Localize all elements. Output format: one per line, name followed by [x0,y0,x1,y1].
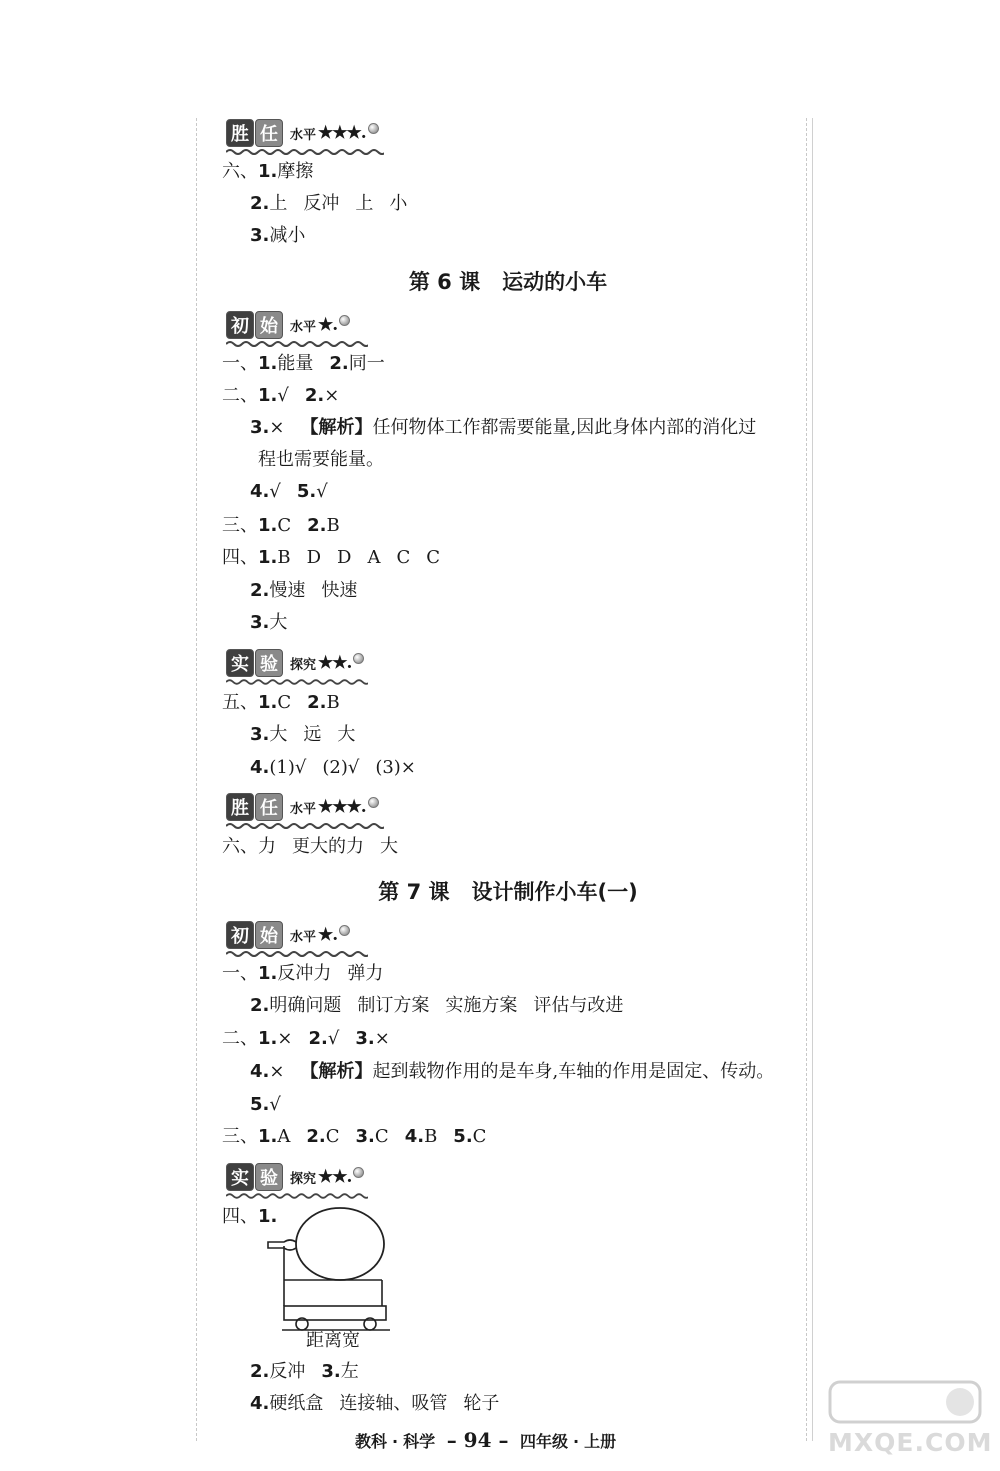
answer-text: √ [277,385,289,406]
ball-icon [353,1167,364,1178]
badge-stars: ★★★. [318,123,366,143]
question-number: 2. [308,1028,328,1049]
question-number: 4. [250,757,270,778]
answer-text: × [269,1061,285,1082]
question-number: 2. [250,193,270,214]
badge-shiyan [226,1160,364,1194]
question-number: 2. [307,515,327,536]
badge-char: 胜 [226,119,254,147]
wave-underline [226,340,368,348]
wave-underline [226,822,384,830]
badge-stars: ★★★. [318,797,366,817]
section-label: 一、 [222,353,258,374]
answer-text: 慢速 [269,580,306,601]
answer-text: 能量 [277,353,314,374]
answer-text: 反冲 [269,1361,306,1382]
answer-text: 明确问题 [269,995,342,1016]
badge-char: 实 [226,649,254,677]
answer-text: C [277,692,292,713]
badge-char: 始 [255,921,283,949]
answer-text: √ [316,481,328,502]
analysis-tag: 【解析】 [300,1061,373,1082]
badge-shiyan [226,646,364,680]
analysis-text: 程也需要能量。 [258,449,384,470]
answer-line [250,224,305,248]
badge-char: 初 [226,311,254,339]
answer-text: C [426,547,441,568]
answer-text: C [374,1126,389,1147]
question-number: 3. [250,612,270,633]
question-number: 4. [250,1393,270,1414]
answer-line [250,723,371,747]
answer-line [250,1392,515,1416]
answer-text: C [396,547,411,568]
section-label: 六、 [222,161,258,182]
badge-text: 水平 [290,127,317,143]
question-number: 3. [250,225,270,246]
section-label: 一、 [222,963,258,984]
answer-line [222,514,340,538]
analysis-text: 任何物体工作都需要能量,因此身体内部的消化过 [372,417,757,438]
answer-line [250,611,287,635]
question-number: 3. [250,417,270,438]
wave-underline [226,678,368,686]
question-number: 4. [250,1061,270,1082]
ball-icon [368,797,379,808]
answer-text: D [306,547,322,568]
answer-line [222,1027,390,1051]
answer-text: × [277,1028,293,1049]
badge-char: 验 [255,1163,283,1191]
lesson-heading [228,878,788,906]
question-number: 3. [250,724,270,745]
answer-text: (3)× [375,757,416,778]
lesson-number: 第 6 课 [408,270,481,294]
answer-line [250,1360,359,1384]
badge-chushi [226,308,350,342]
analysis-tag: 【解析】 [300,417,373,438]
answer-text: 实施方案 [445,995,518,1016]
question-number: 1. [258,353,278,374]
answer-line [250,756,432,780]
answer-text: × [269,417,285,438]
answer-text: 弹力 [347,963,384,984]
badge-text: 水平 [290,319,317,335]
footer-separator: · [392,1432,399,1451]
question-number: 3. [355,1126,375,1147]
answer-text: 同一 [348,353,385,374]
section-label: 六、 [222,836,258,857]
question-number: 1. [258,161,278,182]
badge-chushi [226,918,350,952]
answer-line [222,352,385,376]
question-number: 5. [250,1094,270,1115]
answer-text: (2)√ [322,757,360,778]
question-number: 3. [355,1028,375,1049]
answer-line [222,384,339,408]
question-number: 1. [258,515,278,536]
question-number: 2. [304,385,325,406]
question-number: 3. [321,1361,341,1382]
page-number: – 94 – [446,1428,509,1452]
footer-subject: 科学 [403,1432,436,1451]
badge-char: 初 [226,921,254,949]
answer-line [222,1125,486,1149]
question-number: 4. [404,1126,425,1147]
answer-text: 大 [337,724,356,745]
answer-line [250,1093,281,1117]
wave-underline [226,1192,368,1200]
watermark-logo [820,1378,995,1428]
lesson-title: 运动的小车 [502,270,608,294]
answer-text: C [325,1126,340,1147]
question-number: 1. [258,963,278,984]
watermark [820,1378,995,1468]
answer-line [222,160,313,184]
badge-text: 探究 [290,1171,317,1187]
badge-char: 任 [255,793,283,821]
answer-line [250,480,328,504]
footer-volume: 上册 [584,1432,617,1451]
question-number: 1. [258,1126,278,1147]
nozzle-shape [268,1240,296,1250]
lesson-number: 第 7 课 [378,880,450,904]
badge-stars: ★. [318,315,338,335]
question-number: 1. [258,547,278,568]
section-label: 四、 [222,1206,258,1227]
badge-char: 验 [255,649,283,677]
wave-underline [226,148,384,156]
answer-text: 大 [380,836,398,857]
answer-text: 左 [340,1361,359,1382]
right-margin-line [806,118,807,1441]
answer-line [258,448,384,472]
section-label: 三、 [222,1126,258,1147]
ball-icon [353,653,364,664]
watermark-text: MXQE.COM [828,1428,993,1457]
question-number: 2. [250,1361,270,1382]
lesson-title: 设计制作小车(一) [471,880,638,904]
question-number: 2. [329,353,349,374]
answer-line [250,994,639,1018]
right-border-line [812,118,813,1441]
page-footer [355,1428,616,1452]
ball-icon [368,123,379,134]
question-number: 2. [250,580,270,601]
answer-text: 反冲 [303,193,340,214]
badge-shengren-top [226,116,379,150]
analysis-text: 起到载物作用的是车身,车轴的作用是固定、传动。 [372,1061,775,1082]
question-number: 4. [250,481,270,502]
badge-char: 始 [255,311,283,339]
badge-stars: ★★. [318,653,352,673]
answer-line [222,962,399,986]
answer-text: 大 [269,612,288,633]
wave-underline [226,950,368,958]
ball-icon [339,925,350,936]
badge-stars: ★. [318,925,338,945]
answer-text: √ [269,1094,281,1115]
balloon-shape [296,1208,384,1280]
answer-text: B [326,515,340,536]
answer-text: × [324,385,340,406]
answer-text: 反冲力 [277,963,332,984]
section-label: 三、 [222,515,258,536]
question-number: 1. [258,1206,278,1227]
answer-text: 上 [269,193,288,214]
badge-char: 任 [255,119,283,147]
answer-text: 更大的力 [292,836,364,857]
section-label: 四、 [222,547,258,568]
question-number: 1. [258,1028,278,1049]
figure-label: 距离宽 [306,1330,360,1351]
answer-text: (1)√ [269,757,307,778]
section-label: 二、 [222,1028,258,1049]
answer-text: B [424,1126,438,1147]
footer-grade: 四年级 [520,1432,569,1451]
ball-icon [339,315,350,326]
answer-text: 小 [389,193,408,214]
question-number: 2. [250,995,270,1016]
answer-text: √ [269,481,281,502]
answer-text: A [277,1126,291,1147]
badge-char: 实 [226,1163,254,1191]
answer-line [250,416,756,440]
question-number: 2. [306,1126,326,1147]
badge-char: 胜 [226,793,254,821]
answer-text: 远 [303,724,322,745]
question-number: 5. [453,1126,473,1147]
answer-text: D [337,547,352,568]
answer-line [222,835,414,859]
answer-line [222,691,340,715]
badge-text: 水平 [290,929,317,945]
answer-text: A [367,547,381,568]
answer-text: 评估与改进 [533,995,624,1016]
answer-text: 减小 [269,225,306,246]
badge-text: 水平 [290,801,317,817]
answer-line [250,579,373,603]
section-label: 二、 [222,385,258,406]
answer-text: 摩擦 [277,161,314,182]
question-number: 1. [258,385,278,406]
answer-text: 大 [269,724,288,745]
footer-publisher: 教科 [355,1432,388,1451]
answer-line [250,192,423,216]
question-number: 1. [258,692,278,713]
answer-text: 连接轴、吸管 [339,1393,448,1414]
answer-text: B [326,692,340,713]
answer-text: C [277,515,292,536]
answer-text: 硬纸盒 [269,1393,324,1414]
answer-text: B [277,547,291,568]
answer-text: 轮子 [463,1393,500,1414]
answer-text: 力 [258,836,276,857]
section-label: 五、 [222,692,258,713]
question-number: 5. [296,481,317,502]
answer-text: 上 [355,193,374,214]
question-number: 2. [307,692,327,713]
badge-shengren [226,790,379,824]
badge-text: 探究 [290,657,317,673]
footer-separator: · [573,1432,580,1451]
left-margin-line [196,118,197,1441]
lesson-heading [228,268,788,296]
answer-text: √ [327,1028,340,1049]
answer-line [222,546,456,570]
answer-text: × [374,1028,390,1049]
badge-stars: ★★. [318,1167,352,1187]
answer-text: 快速 [321,580,358,601]
answer-line [250,1060,774,1084]
answer-text: C [472,1126,487,1147]
answer-text: 制订方案 [357,995,430,1016]
